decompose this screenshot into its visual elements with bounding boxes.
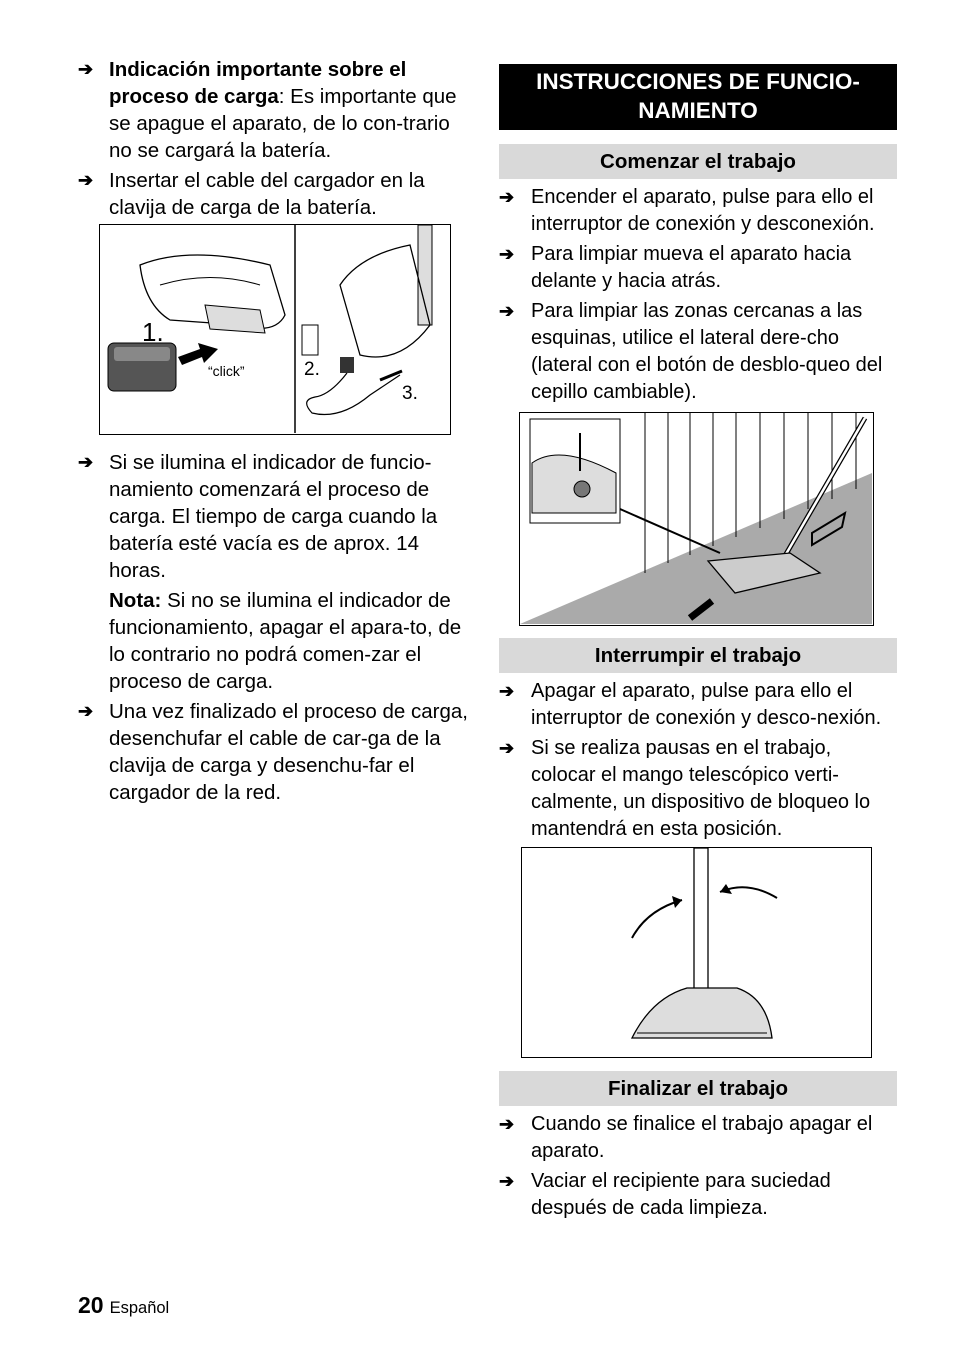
- sweeping-illustration: [519, 412, 874, 626]
- note-text: Si no se ilumina el indicador de funcionamiento, apagar el apara-to, de lo contrario no podrá comen-zar el proceso de carga.: [109, 589, 462, 693]
- arrow-right-icon: ➔: [499, 1171, 515, 1191]
- list-item-text: Insertar el cable del cargador en la clavija de carga de la batería.: [109, 169, 425, 219]
- arrow-right-icon: ➔: [499, 1114, 515, 1134]
- list-item: [499, 298, 897, 406]
- page-footer: [78, 1292, 169, 1319]
- list-item: [499, 1111, 897, 1165]
- step-label-1: 1.: [142, 317, 164, 347]
- vertical-handle-illustration: [521, 847, 872, 1058]
- step-label-2: 2.: [304, 359, 320, 380]
- list-item-text: Una vez finalizado el proceso de carga, desenchufar el cable de car-ga de la clavija de carga y desenchu-far el cargador de la red.: [109, 700, 468, 804]
- arrow-right-icon: ➔: [78, 452, 94, 472]
- charging-illustration: [99, 224, 451, 435]
- left-column: [78, 56, 476, 809]
- list-item-text: Vaciar el recipiente para suciedad después de cada limpieza.: [531, 1170, 831, 1219]
- list-item-text: Para limpiar las zonas cercanas a las esquinas, utilice el lateral dere-cho (lateral con el botón de desblo-queo del cepillo cambiable).: [531, 300, 883, 403]
- click-label: “click”: [208, 363, 245, 379]
- sweeping-drawing: [520, 413, 872, 624]
- list-item-text: Apagar el aparato, pulse para ello el interruptor de conexión y desco-nexión.: [531, 680, 882, 729]
- arrow-right-icon: ➔: [78, 170, 94, 190]
- list-item-text: Para limpiar mueva el aparato hacia delante y hacia atrás.: [531, 243, 852, 292]
- list-item-text: Si se realiza pausas en el trabajo, colocar el mango telescópico verti-calmente, un dispositivo de bloqueo lo mantendrá en esta posición.: [531, 737, 871, 840]
- list-item: [499, 678, 897, 732]
- list-item: [499, 184, 897, 238]
- list-item: [78, 449, 476, 584]
- note-label: Nota:: [109, 589, 162, 612]
- list-item: [499, 241, 897, 295]
- main-heading: INSTRUCCIONES DE FUNCIO-NAMIENTO: [499, 64, 897, 130]
- arrow-right-icon: ➔: [78, 701, 94, 721]
- right-column: [499, 64, 897, 1225]
- list-item-text: : Es importante que se apague el aparato, de lo con-trario no se cargará la batería.: [109, 85, 457, 162]
- arrow-right-icon: ➔: [499, 738, 515, 758]
- important-label: Indicación importante sobre el proceso de carga: [109, 58, 407, 108]
- arrow-right-icon: ➔: [499, 244, 515, 264]
- page-number: 20: [78, 1292, 104, 1318]
- arrow-right-icon: ➔: [499, 301, 515, 321]
- list-item: [78, 56, 476, 164]
- handle-drawing: [522, 848, 870, 1056]
- footer-language: Español: [109, 1299, 170, 1317]
- section-heading-finish: Finalizar el trabajo: [499, 1071, 897, 1106]
- list-item-text: Si se ilumina el indicador de funcio-namiento comenzará el proceso de carga. El tiempo de carga cuando la batería esté vacía es de aprox. 14 horas.: [109, 451, 438, 582]
- section-heading-interrupt: Interrumpir el trabajo: [499, 638, 897, 673]
- step-label-3: 3.: [402, 383, 418, 404]
- arrow-right-icon: ➔: [499, 681, 515, 701]
- list-item: [78, 167, 476, 221]
- list-item: [499, 735, 897, 843]
- list-item-text: Cuando se finalice el trabajo apagar el aparato.: [531, 1113, 873, 1162]
- note: [78, 587, 476, 695]
- arrow-right-icon: ➔: [499, 187, 515, 207]
- list-item-text: Encender el aparato, pulse para ello el interruptor de conexión y desconexión.: [531, 186, 875, 235]
- list-item: [499, 1168, 897, 1222]
- arrow-right-icon: ➔: [78, 59, 94, 79]
- list-item: [78, 698, 476, 806]
- section-heading-start: Comenzar el trabajo: [499, 144, 897, 179]
